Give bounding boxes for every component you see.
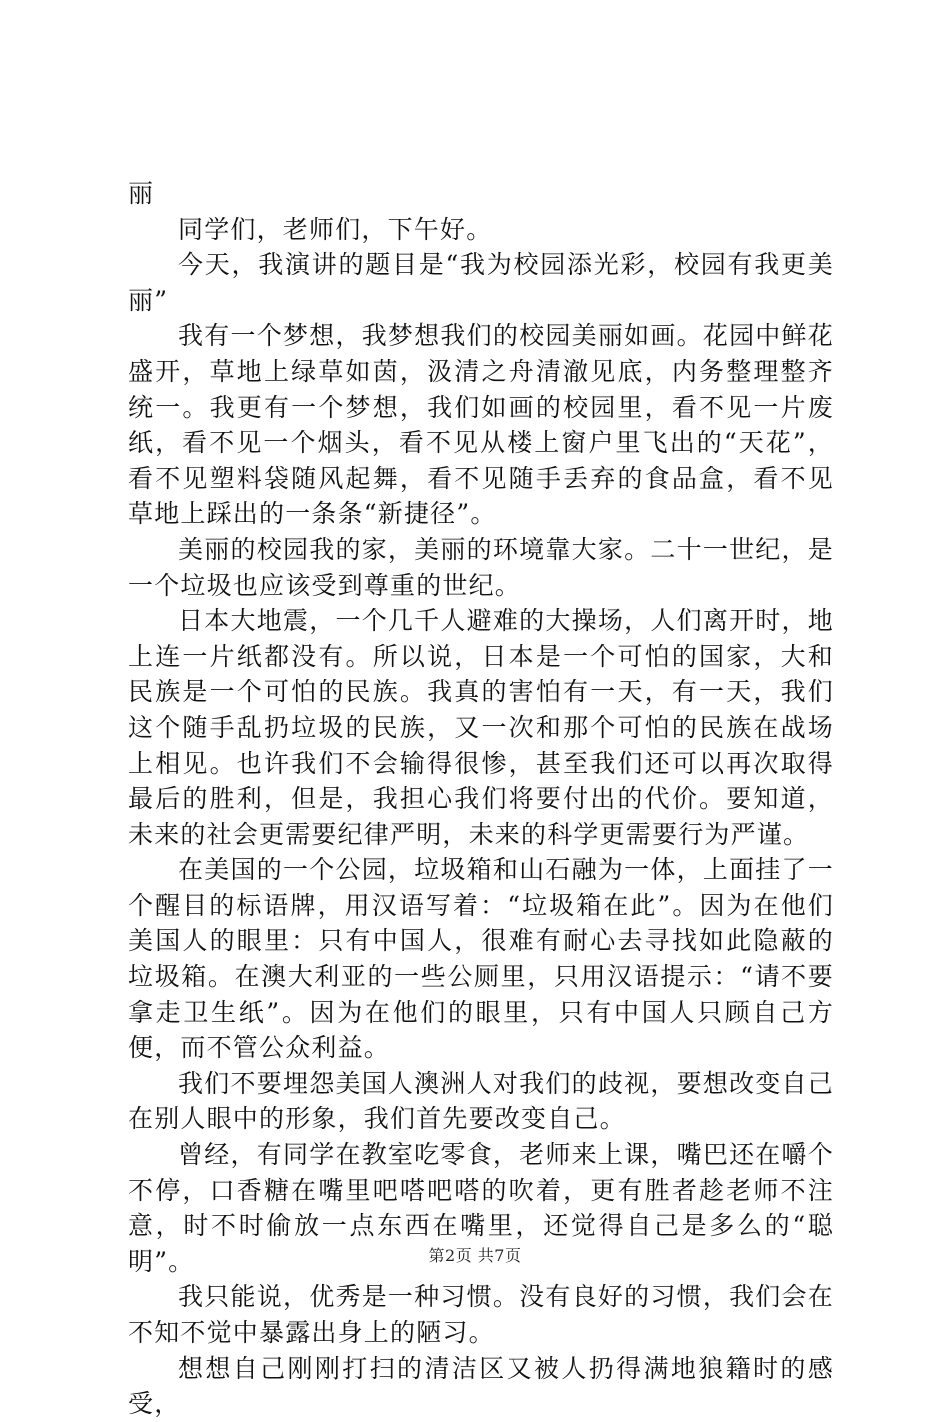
paragraph: 我有一个梦想，我梦想我们的校园美丽如画。花园中鲜花盛开，草地上绿草如茵，汲清之舟清澈见底，内务整理整齐统一。我更有一个梦想，我们如画的校园里，看不见一片废纸，看不见一个烟头，看不见从楼上窗户里飞出的“天花”，看不见塑料袋随风起舞，看不见随手丢弃的食品盒，看不见草地上踩出的一条条“新捷径”。: [128, 321, 834, 529]
page-number-footer: 第2页 共7页: [428, 1246, 522, 1265]
document-body: [128, 176, 834, 1422]
paragraph: 今天，我演讲的题目是“我为校园添光彩，校园有我更美丽”: [128, 250, 834, 315]
paragraph: 在美国的一个公园，垃圾箱和山石融为一体，上面挂了一个醒目的标语牌，用汉语写着：“垃圾箱在此”。因为在他们美国人的眼里：只有中国人，很难有耐心去寻找如此隐蔽的垃圾箱。在澳大利亚的一些公厕里，只用汉语提示：“请不要拿走卫生纸”。因为在他们的眼里，只有中国人只顾自己方便，而不管公众利益。: [128, 855, 834, 1063]
paragraph: 我只能说，优秀是一种习惯。没有良好的习惯，我们会在不知不觉中暴露出身上的陋习。: [128, 1282, 834, 1347]
paragraph: 同学们，老师们，下午好。: [178, 214, 493, 244]
paragraph: 我们不要埋怨美国人澳洲人对我们的歧视，要想改变自己在别人眼中的形象，我们首先要改变自己。: [128, 1068, 834, 1134]
paragraph: 美丽的校园我的家，美丽的环境靠大家。二十一世纪，是一个垃圾也应该受到尊重的世纪。: [128, 534, 834, 600]
paragraph: 日本大地震，一个几千人避难的大操场，人们离开时，地上连一片纸都没有。所以说，日本是一个可怕的国家，大和民族是一个可怕的民族。我真的害怕有一天，有一天，我们这个随手乱扔垃圾的民族，又一次和那个可怕的民族在战场上相见。也许我们不会输得很惨，甚至我们还可以再次取得最后的胜利，但是，我担心我们将要付出的代价。要知道，未来的社会更需要纪律严明，未来的科学更需要行为严谨。: [128, 606, 834, 849]
paragraph: 丽: [128, 179, 155, 208]
paragraph: 曾经，有同学在教室吃零食，老师来上课，嘴巴还在嚼个不停，口香糖在嘴里吧嗒吧嗒的吹着，更有胜者趁老师不注意，时不时偷放一点东西在嘴里，还觉得自己是多么的“聪明”。: [128, 1140, 834, 1276]
paragraph: 想想自己刚刚打扫的清洁区又被人扔得满地狼籍时的感受，: [128, 1353, 834, 1419]
